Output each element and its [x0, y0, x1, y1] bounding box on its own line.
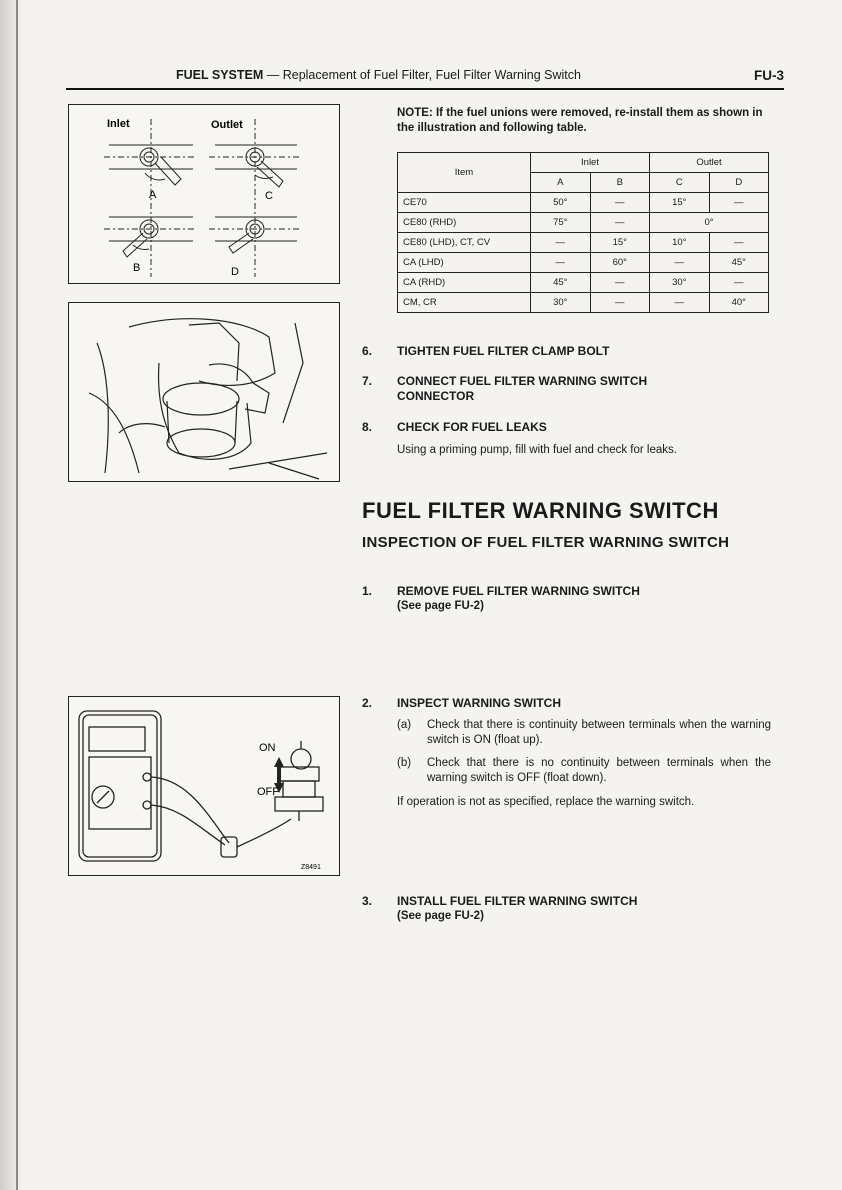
table-cell: —: [590, 213, 650, 233]
table-row: [398, 293, 769, 313]
table-header-row: [398, 153, 769, 173]
union-angle-table: [397, 152, 769, 313]
table-cell-item: CA (RHD): [398, 273, 531, 293]
table-row: [398, 233, 769, 253]
step-1: [362, 584, 782, 600]
step-text: INSTALL FUEL FILTER WARNING SWITCH: [397, 894, 638, 908]
table-col-b: B: [590, 173, 650, 193]
figure-code: Z8491: [301, 864, 321, 871]
union-angle-figure: [68, 104, 340, 284]
angle-c-label: C: [265, 190, 273, 202]
outlet-label: Outlet: [211, 119, 243, 131]
inlet-label: Inlet: [107, 118, 130, 130]
fuel-filter-clamp-figure: [68, 302, 340, 482]
table-cell: 40°: [709, 293, 769, 313]
continuity-test-diagram: [69, 697, 339, 875]
table-cell: —: [650, 253, 710, 273]
step-text: TIGHTEN FUEL FILTER CLAMP BOLT: [397, 344, 610, 358]
binding-edge: [16, 0, 18, 1190]
table-cell-item: CE80 (RHD): [398, 213, 531, 233]
table-cell: 30°: [531, 293, 591, 313]
table-cell: 15°: [650, 193, 710, 213]
angle-d-label: D: [231, 266, 239, 278]
table-cell: 10°: [650, 233, 710, 253]
table-cell: —: [590, 273, 650, 293]
table-col-d: D: [709, 173, 769, 193]
table-cell: 45°: [709, 253, 769, 273]
fuel-filter-illustration: [69, 303, 339, 481]
step-2-result: If operation is not as specified, replace the warning switch.: [397, 796, 695, 808]
table-cell: 75°: [531, 213, 591, 233]
table-cell-item: CM, CR: [398, 293, 531, 313]
step-number: 6.: [362, 344, 373, 358]
table-cell: 45°: [531, 273, 591, 293]
step-8: [362, 420, 782, 436]
table-header-outlet: Outlet: [650, 153, 769, 173]
step-text: INSPECT WARNING SWITCH: [397, 696, 561, 710]
table-cell: 0°: [650, 213, 769, 233]
section-title: FUEL FILTER WARNING SWITCH: [362, 498, 719, 523]
header-subtitle: — Replacement of Fuel Filter, Fuel Filter Warning Switch: [263, 68, 581, 82]
table-row: [398, 253, 769, 273]
header-title: [176, 68, 581, 82]
table-cell: —: [590, 293, 650, 313]
sub-text: Check that there is no continuity between terminals when the warning switch is OFF (float down).: [427, 757, 771, 784]
page-number: FU-3: [754, 68, 784, 83]
table-cell: —: [709, 193, 769, 213]
step-number: 3.: [362, 894, 373, 908]
step-3: [362, 894, 782, 910]
warning-switch-test-figure: [68, 696, 340, 876]
table-row: [398, 213, 769, 233]
step-number: 7.: [362, 374, 373, 388]
step-number: 2.: [362, 696, 373, 710]
step-2: [362, 696, 782, 712]
header-section: FUEL SYSTEM: [176, 68, 264, 82]
table-header-inlet: Inlet: [531, 153, 650, 173]
step-text: REMOVE FUEL FILTER WARNING SWITCH: [397, 584, 640, 598]
table-cell-item: CE80 (LHD), CT, CV: [398, 233, 531, 253]
step-text: CHECK FOR FUEL LEAKS: [397, 420, 547, 434]
step-text: CONNECT FUEL FILTER WARNING SWITCH CONNECTOR: [397, 374, 648, 403]
table-cell-item: CE70: [398, 193, 531, 213]
step-number: 8.: [362, 420, 373, 434]
table-cell: 60°: [590, 253, 650, 273]
table-cell: —: [531, 233, 591, 253]
subsection-title: INSPECTION OF FUEL FILTER WARNING SWITCH: [362, 534, 730, 551]
table-row: [398, 273, 769, 293]
switch-on-label: ON: [259, 742, 276, 754]
angle-a-label: A: [149, 189, 157, 201]
switch-off-label: OFF: [257, 786, 279, 798]
step-6: [362, 344, 782, 360]
page-header: [66, 66, 784, 90]
union-angle-diagram: [69, 105, 339, 283]
table-row: [398, 193, 769, 213]
step-7: [362, 374, 782, 406]
note-text: NOTE: If the fuel unions were removed, re-install them as shown in the illustration and following table.: [397, 107, 763, 134]
step-3-ref: (See page FU-2): [397, 910, 484, 922]
step-8-detail: Using a priming pump, fill with fuel and check for leaks.: [397, 444, 677, 456]
table-cell: —: [531, 253, 591, 273]
table-cell: —: [709, 233, 769, 253]
sub-label: (a): [397, 719, 412, 731]
table-header-item: Item: [398, 153, 531, 193]
sub-label: (b): [397, 757, 412, 769]
table-cell: —: [590, 193, 650, 213]
table-cell: 15°: [590, 233, 650, 253]
table-cell: —: [650, 293, 710, 313]
table-cell-item: CA (LHD): [398, 253, 531, 273]
table-col-a: A: [531, 173, 591, 193]
step-2a: [397, 718, 775, 750]
sub-text: Check that there is continuity between terminals when the warning switch is ON (float up).: [427, 719, 771, 746]
table-col-c: C: [650, 173, 710, 193]
table-cell: 30°: [650, 273, 710, 293]
table-cell: 50°: [531, 193, 591, 213]
table-cell: —: [709, 273, 769, 293]
page-edge-shadow: [0, 0, 22, 1190]
angle-b-label: B: [133, 262, 141, 274]
step-2b: [397, 756, 775, 788]
step-1-ref: (See page FU-2): [397, 600, 484, 612]
step-number: 1.: [362, 584, 373, 598]
